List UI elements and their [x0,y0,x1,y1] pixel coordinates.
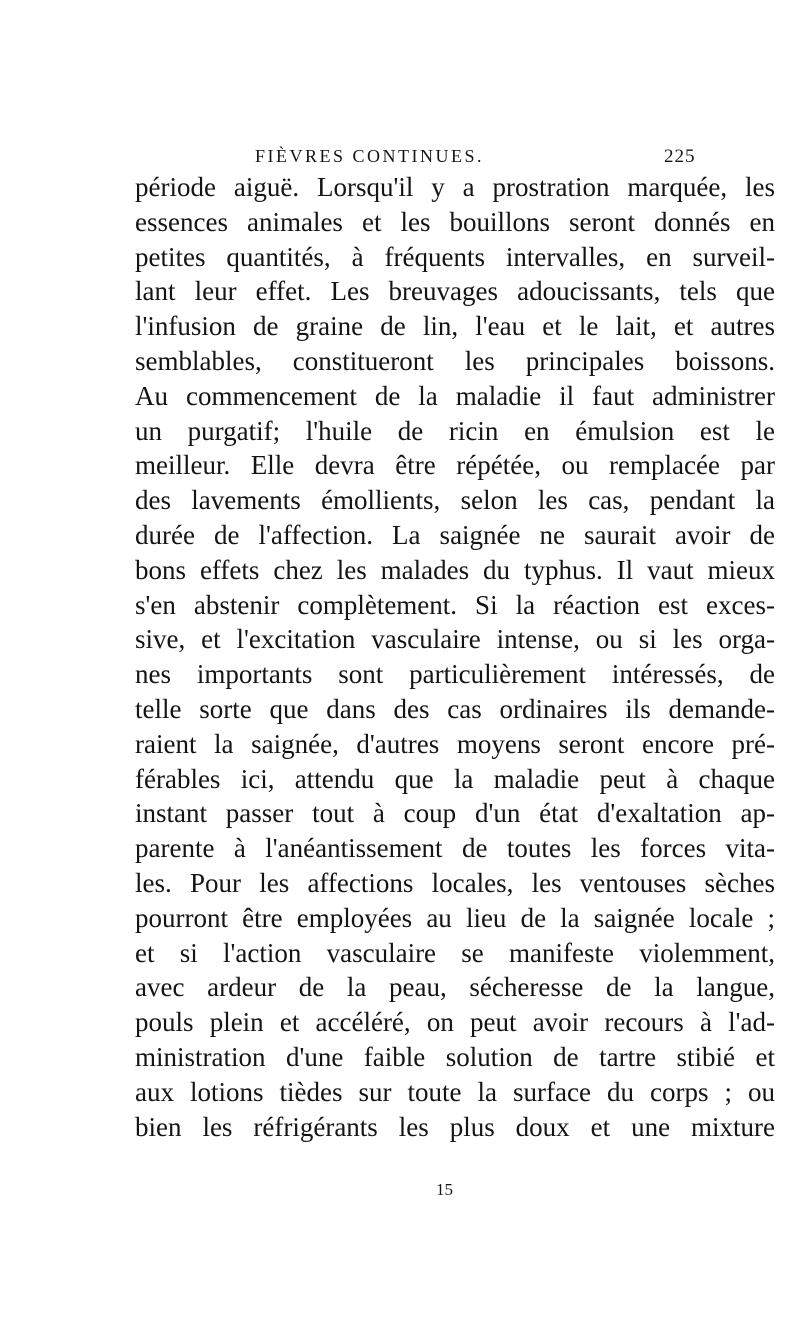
page-number: 225 [664,146,696,167]
text-line: meilleur. Elle devra être répétée, ou remplacée par [135,450,775,481]
text-line: les. Pour les affections locales, les ventouses sèches [135,867,775,898]
text-line: férables ici, attendu que la maladie peut à chaque [135,763,775,794]
text-line: ministration d'une faible solution de tartre stibié et [135,1041,775,1072]
text-line: aux lotions tièdes sur toute la surface du corps ; ou [135,1076,775,1107]
text-line: raient la saignée, d'autres moyens seront encore pré- [135,728,775,759]
text-line: bien les réfrigérants les plus doux et une mixture [135,1111,775,1142]
text-line: lant leur effet. Les breuvages adoucissants, tels que [135,276,775,307]
text-line: pourront être employées au lieu de la saignée locale ; [135,902,775,933]
text-line: période aiguë. Lorsqu'il y a prostration marquée, les [135,172,775,202]
text-line: pouls plein et accéléré, on peut avoir recours à l'ad- [135,1007,775,1038]
text-line: s'en abstenir complètement. Si la réaction est exces- [135,589,775,620]
text-line: instant passer tout à coup d'un état d'exaltation ap- [135,798,775,829]
text-line: et si l'action vasculaire se manifeste violemment, [135,937,775,968]
text-line: durée de l'affection. La saignée ne saurait avoir de [135,519,775,550]
text-line: sive, et l'excitation vasculaire intense, ou si les orga- [135,624,775,655]
text-line: un purgatif; l'huile de ricin en émulsion est le [135,415,775,446]
running-head: FIÈVRES CONTINUES. [255,146,485,166]
text-line: essences animales et les bouillons seront donnés en [135,206,775,237]
signature-mark: 15 [436,1180,453,1199]
text-line: l'infusion de graine de lin, l'eau et le lait, et autres [135,311,775,342]
text-line: avec ardeur de la peau, sécheresse de la langue, [135,972,775,1003]
page-header [255,146,775,172]
text-line: petites quantités, à fréquents intervalles, en surveil- [135,241,775,272]
text-line: Au commencement de la maladie il faut administrer [135,380,775,411]
text-line: des lavements émollients, selon les cas, pendant la [135,485,775,516]
text-line: nes importants sont particulièrement intéressés, de [135,659,775,690]
text-line: bons effets chez les malades du typhus. Il vaut mieux [135,554,775,585]
text-line: telle sorte que dans des cas ordinaires ils demande- [135,693,775,724]
body-text [135,170,775,1144]
text-line: semblables, constitueront les principales boissons. [135,345,775,376]
text-line: parente à l'anéantissement de toutes les forces vita- [135,833,775,864]
